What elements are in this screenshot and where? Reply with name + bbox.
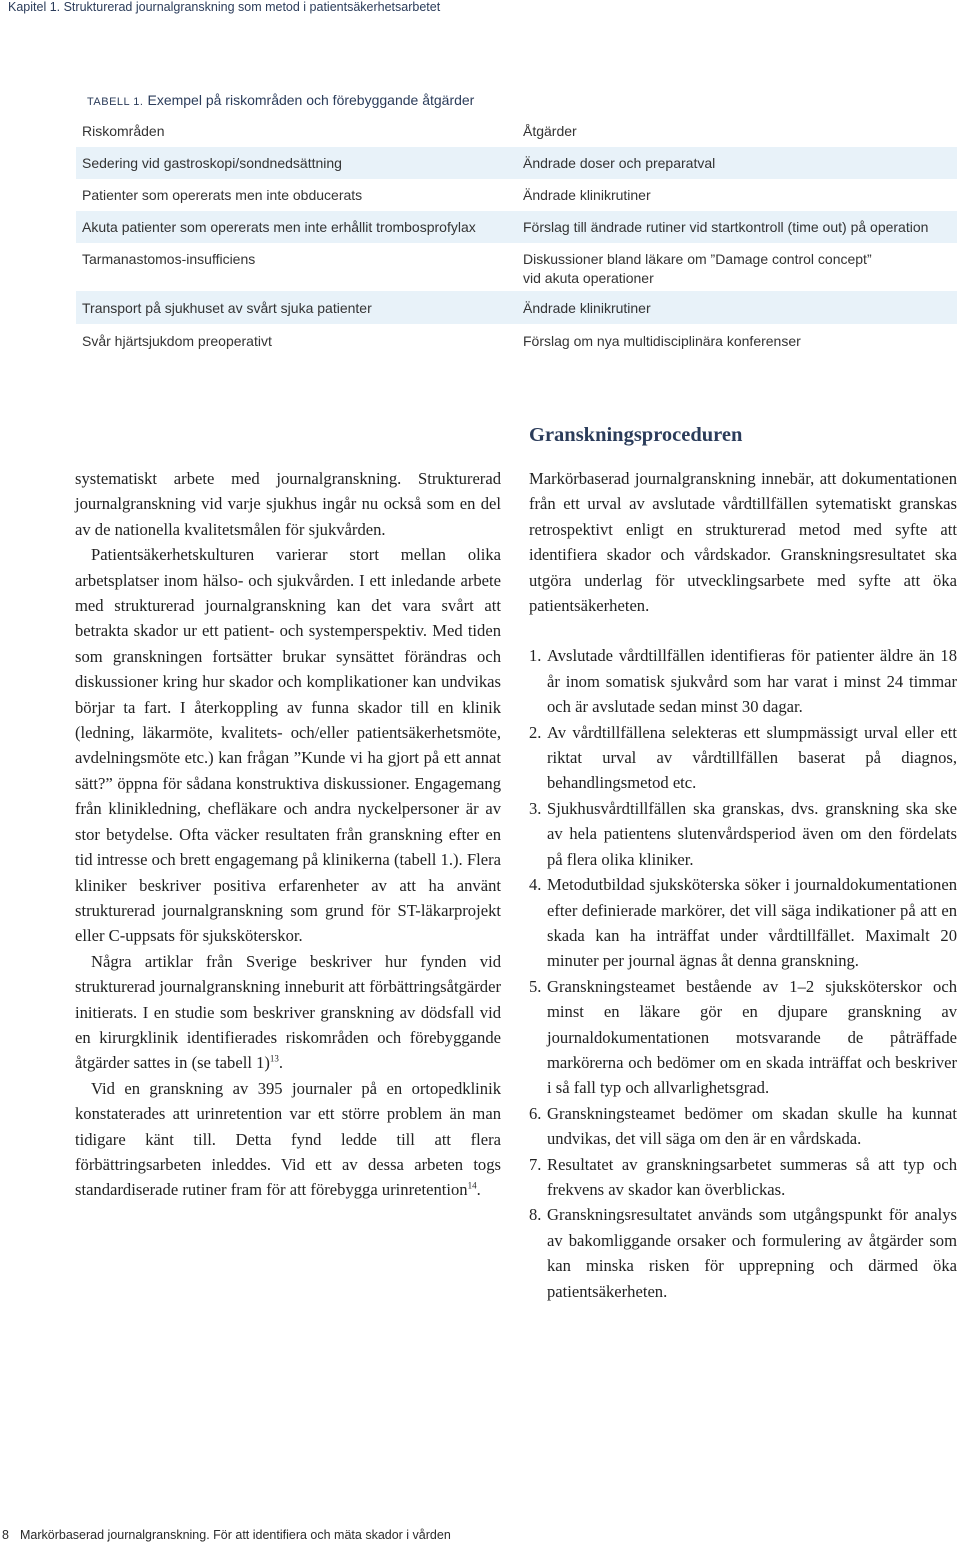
action-cell: Ändrade klinikrutiner — [523, 299, 651, 316]
list-item — [529, 796, 957, 872]
action-cell: Förslag om nya multidisciplinära konferenser — [523, 332, 801, 349]
step-number: 2. — [529, 722, 542, 742]
left-text-column — [75, 466, 501, 1203]
step-text: Sjukhusvårdtillfällen ska granskas, dvs. granskning ska ske av hela patientens slutenvårdsperiod även om den fördelats på flera olika kliniker. — [547, 798, 957, 869]
column-header-action: Åtgärder — [523, 123, 577, 139]
step-text: Avslutade vårdtillfällen identifieras för patienter äldre än 18 år inom somatisk sjukvård som har varat i minst 24 timmar och är avslutade sedan minst 30 dagar. — [547, 646, 957, 717]
intro-paragraph: Markörbaserad journalgranskning innebär, att dokumentationen från ett urval av avslutade vårdtillfällen sytematiskt granskas retrospektivt enligt en strukturerad metod med syfte att identifiera skador och vårdskador. Granskningsresultatet ska utgöra underlag för utvecklingsarbete med syfte att öka patientsäkerheten. — [529, 469, 957, 616]
paragraph-text: Vid en granskning av 395 journaler på en ortopedklinik konstaterades att urinretention var ett större problem än man tidigare känt till. Detta fynd ledde till att flera förbättringsarbeten inleddes. Vid ett av dessa arbeten togs standardiserade rutiner fram för att förebygga urinretention — [75, 1078, 501, 1200]
step-number: 8. — [529, 1205, 542, 1225]
action-line: vid akuta operationer — [523, 270, 654, 286]
step-number: 7. — [529, 1154, 542, 1174]
step-text: Resultatet av granskningsarbetet summeras så att typ och frekvens av skador kan överblickas. — [547, 1154, 957, 1199]
risk-table — [76, 115, 957, 357]
step-text: Av vårdtillfällena selekteras ett slumpmässigt urval eller ett riktat urval av vårdtillfällen baserat på diagnos, behandlingsmetod etc. — [547, 722, 957, 793]
risk-cell: Svår hjärtsjukdom preoperativt — [82, 332, 272, 349]
paragraph: Patientsäkerhetskulturen varierar stort mellan olika arbetsplatser inom hälso- och sjukvården. I ett inledande arbete med strukturerad journalgranskning kan det vara svårt att betrakta skador ur ett patient- och systemperspektiv. Med tiden som granskningen fortsätter brukar synsättet förändras och diskussioner kring hur skador och komplikationer kan undvikas börjar ta fart. I återkoppling av funna skador till en klinik (ledning, läkarmöte, kvalitets- och/eller patientsäkerhetsmöte, avdelningsmöte etc.) kan frågan ”Kunde vi ha gjort på ett annat sätt?” öppna för sådana konstruktiva diskussioner. Engagemang från klinikledning, chefläkare och andra nyckelpersoner är av stor betydelse. Ofta väcker resultaten från granskning efter en tid intresse och brett engagemang på klinikerna (tabell 1.). Flera kliniker beskriver positiva erfarenheter av att ha använt strukturerad journalgranskning som grund för ST-läkarprojekt eller C-uppsats för sjuksköterskor. — [75, 545, 501, 946]
list-item — [529, 1202, 957, 1304]
table-row — [76, 243, 957, 291]
paragraph: systematiskt arbete med journalgranskning. Strukturerad journalgranskning vid varje sjukhus ingår nu också som en del av de nationella kvalitetsmålen för sjukvården. — [75, 469, 501, 539]
column-header-risk: Riskområden — [82, 123, 165, 139]
table-title: Exempel på riskområden och förebyggande åtgärder — [147, 92, 475, 108]
right-text-column — [529, 466, 957, 1304]
running-header: Kapitel 1. Strukturerad journalgranskning som metod i patientsäkerhetsarbetet — [8, 0, 441, 14]
paragraph — [75, 949, 501, 1076]
step-number: 6. — [529, 1103, 542, 1123]
risk-cell: Patienter som opererats men inte obducerats — [82, 187, 363, 203]
table-label: TABELL 1. — [87, 96, 144, 108]
table-row — [76, 291, 957, 324]
list-item — [529, 720, 957, 796]
risk-cell: Sedering vid gastroskopi/sondnedsättning — [82, 155, 342, 171]
list-item — [529, 1101, 957, 1152]
table-row — [76, 179, 957, 211]
action-cell: Ändrade doser och preparatval — [523, 155, 716, 171]
step-number: 1. — [529, 646, 542, 666]
page-number: 8 — [2, 1528, 9, 1542]
action-cell: Ändrade klinikrutiner — [523, 187, 651, 203]
paragraph — [75, 1076, 501, 1203]
risk-cell: Akuta patienter som opererats men inte erhållit trombosprofylax — [82, 219, 476, 235]
step-text: Granskningsteamet bedömer om skadan skulle ha kunnat undvikas, det vill säga om den är en vårdskada. — [547, 1103, 957, 1149]
list-item — [529, 872, 957, 974]
action-cell — [518, 250, 957, 288]
list-item — [529, 643, 957, 719]
section-heading: Granskningsproceduren — [529, 424, 743, 446]
table-row — [76, 324, 957, 357]
step-number: 4. — [529, 875, 542, 895]
table-header-row — [76, 115, 957, 147]
step-text: Metodutbildad sjuksköterska söker i journaldokumentationen efter definierade markörer, det vill säga indikationer på att en skada kan ha inträffat under vårdtillfället. Maximalt 20 minuter per journal ägnas åt denna granskning. — [547, 875, 957, 971]
step-number: 5. — [529, 976, 542, 996]
step-number: 3. — [529, 798, 542, 818]
paragraph-end: . — [476, 1180, 481, 1200]
page-footer — [2, 1528, 451, 1542]
reference-marker: 14 — [467, 1180, 477, 1191]
action-line: Diskussioner bland läkare om ”Damage control concept” — [523, 251, 872, 267]
table-caption — [87, 92, 474, 108]
procedure-steps — [529, 643, 957, 1304]
step-text: Granskningsresultatet används som utgångspunkt för analys av bakomliggande orsaker och formulering av åtgärder som kan minska risken för upprepning och därmed öka patientsäkerheten. — [547, 1205, 957, 1301]
paragraph-end: . — [278, 1053, 284, 1073]
footer-title: Markörbaserad journalgranskning. För att identifiera och mäta skador i vården — [20, 1528, 451, 1542]
reference-marker: 13 — [269, 1053, 279, 1064]
step-text: Granskningsteamet bestående av 1–2 sjuksköterskor och minst en läkare gör en djupare granskning av journaldokumentationen motsvarande de påträffade markörerna och bedömer om en skada inträffat och beskriver i så fall typ och allvarlighetsgrad. — [547, 976, 957, 1098]
table-row — [76, 147, 957, 179]
risk-cell: Tarmanastomos-insufficiens — [82, 251, 256, 267]
table-row — [76, 211, 957, 243]
paragraph-text: Några artiklar från Sverige beskriver hur fynden vid strukturerad journalgranskning inneburit att förbättringsåtgärder initierats. I en studie som beskriver granskning av dödsfall vid en kirurgklinik identifierades riskområden och förebyggande åtgärder sattes in (se tabell 1) — [75, 951, 501, 1073]
action-cell: Förslag till ändrade rutiner vid startkontroll (time out) på operation — [523, 219, 929, 235]
list-item — [529, 974, 957, 1101]
risk-cell: Transport på sjukhuset av svårt sjuka patienter — [82, 299, 372, 316]
list-item — [529, 1152, 957, 1203]
